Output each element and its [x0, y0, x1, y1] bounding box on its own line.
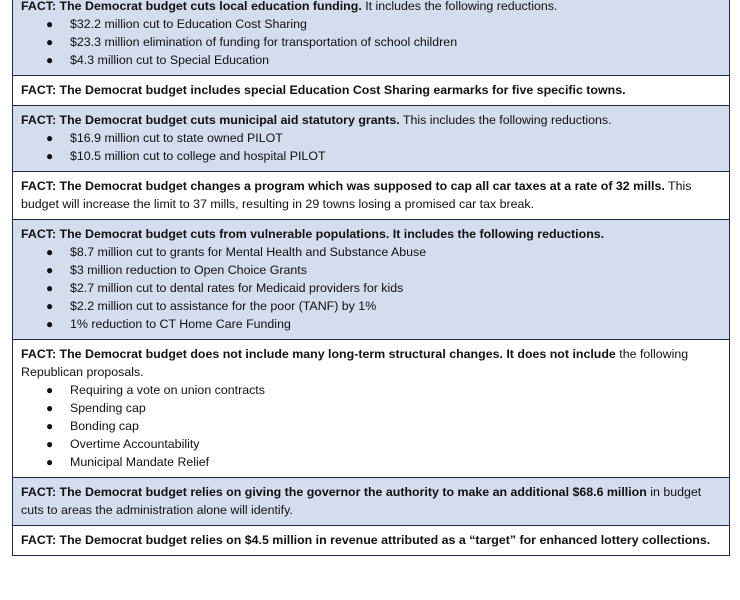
list-item-text: $32.2 million cut to Education Cost Sharing — [70, 17, 307, 31]
fact-text — [21, 111, 721, 129]
bullet-icon: ● — [46, 419, 54, 433]
fact-text — [21, 0, 721, 15]
bullet-icon: ● — [46, 401, 54, 415]
bullet-icon: ● — [46, 53, 54, 67]
fact-heading: FACT: The Democrat budget cuts municipal aid statutory grants. — [21, 113, 400, 127]
list-item-text: Spending cap — [70, 401, 146, 415]
fact-heading: FACT: The Democrat budget does not include many long-term structural changes. It does not include — [21, 347, 616, 361]
fact-box — [13, 76, 729, 106]
fact-detail: It includes the following reductions. — [361, 0, 558, 13]
list-item-text: $23.3 million elimination of funding for transportation of school children — [70, 35, 458, 49]
fact-table — [12, 0, 730, 556]
list-item-text: $2.7 million cut to dental rates for Medicaid providers for kids — [70, 281, 404, 295]
fact-detail: This budget will increase the limit to 37 mills, resulting in 29 towns losing a promised car tax break. — [21, 179, 692, 211]
list-item — [21, 279, 721, 297]
list-item — [21, 381, 721, 399]
list-item-text: $4.3 million cut to Special Education — [70, 53, 270, 67]
bullet-icon: ● — [46, 17, 54, 31]
bullet-icon: ● — [46, 281, 54, 295]
bullet-icon: ● — [46, 35, 54, 49]
fact-detail: This includes the following reductions. — [399, 113, 612, 127]
list-item — [21, 129, 721, 147]
fact-text — [21, 225, 721, 243]
fact-text — [21, 81, 721, 99]
list-item-text: $8.7 million cut to grants for Mental Health and Substance Abuse — [70, 245, 427, 259]
bullet-icon: ● — [46, 317, 54, 331]
list-item — [21, 51, 721, 69]
list-item — [21, 33, 721, 51]
fact-box — [13, 526, 729, 556]
list-item — [21, 261, 721, 279]
bullet-icon: ● — [46, 455, 54, 469]
bullet-icon: ● — [46, 245, 54, 259]
list-item — [21, 315, 721, 333]
bullet-icon: ● — [46, 299, 54, 313]
bullet-icon: ● — [46, 437, 54, 451]
fact-detail: in budget cuts to areas the administration alone will identify. — [21, 485, 702, 517]
list-item — [21, 435, 721, 453]
list-item — [21, 15, 721, 33]
fact-heading: FACT: The Democrat budget relies on giving the governor the authority to make an additional $68.6 million — [21, 485, 647, 499]
list-item — [21, 243, 721, 261]
bullet-icon: ● — [46, 131, 54, 145]
fact-heading: FACT: The Democrat budget cuts local education funding. — [21, 0, 362, 13]
list-item — [21, 297, 721, 315]
list-item — [21, 453, 721, 471]
list-item-text: Bonding cap — [70, 419, 139, 433]
fact-heading: FACT: The Democrat budget cuts from vulnerable populations. It includes the following reductions. — [21, 227, 605, 241]
list-item-text: Municipal Mandate Relief — [70, 455, 210, 469]
fact-box — [13, 478, 729, 526]
fact-heading: FACT: The Democrat budget relies on $4.5 million in revenue attributed as a “target” for enhanced lottery collections. — [21, 533, 711, 547]
bullet-list — [21, 129, 721, 165]
fact-text — [21, 483, 721, 519]
list-item-text: $3 million reduction to Open Choice Grants — [70, 263, 307, 277]
fact-box — [13, 0, 729, 76]
fact-box — [13, 340, 729, 478]
fact-text — [21, 531, 721, 549]
list-item — [21, 147, 721, 165]
fact-text — [21, 345, 721, 381]
fact-text — [21, 177, 721, 213]
list-item-text: $2.2 million cut to assistance for the poor (TANF) by 1% — [70, 299, 377, 313]
bullet-icon: ● — [46, 263, 54, 277]
fact-box — [13, 106, 729, 172]
list-item-text: Requiring a vote on union contracts — [70, 383, 265, 397]
list-item — [21, 399, 721, 417]
fact-heading: FACT: The Democrat budget changes a program which was supposed to cap all car taxes at a rate of 32 mills. — [21, 179, 665, 193]
list-item-text: Overtime Accountability — [70, 437, 200, 451]
list-item-text: 1% reduction to CT Home Care Funding — [70, 317, 291, 331]
list-item-text: $10.5 million cut to college and hospital PILOT — [70, 149, 326, 163]
list-item-text: $16.9 million cut to state owned PILOT — [70, 131, 283, 145]
bullet-icon: ● — [46, 383, 54, 397]
bullet-icon: ● — [46, 149, 54, 163]
fact-box — [13, 172, 729, 220]
fact-box — [13, 220, 729, 340]
bullet-list — [21, 15, 721, 69]
fact-detail: the following Republican proposals. — [21, 347, 689, 379]
fact-heading: FACT: The Democrat budget includes special Education Cost Sharing earmarks for five specific towns. — [21, 83, 626, 97]
list-item — [21, 417, 721, 435]
bullet-list — [21, 243, 721, 333]
bullet-list — [21, 381, 721, 471]
